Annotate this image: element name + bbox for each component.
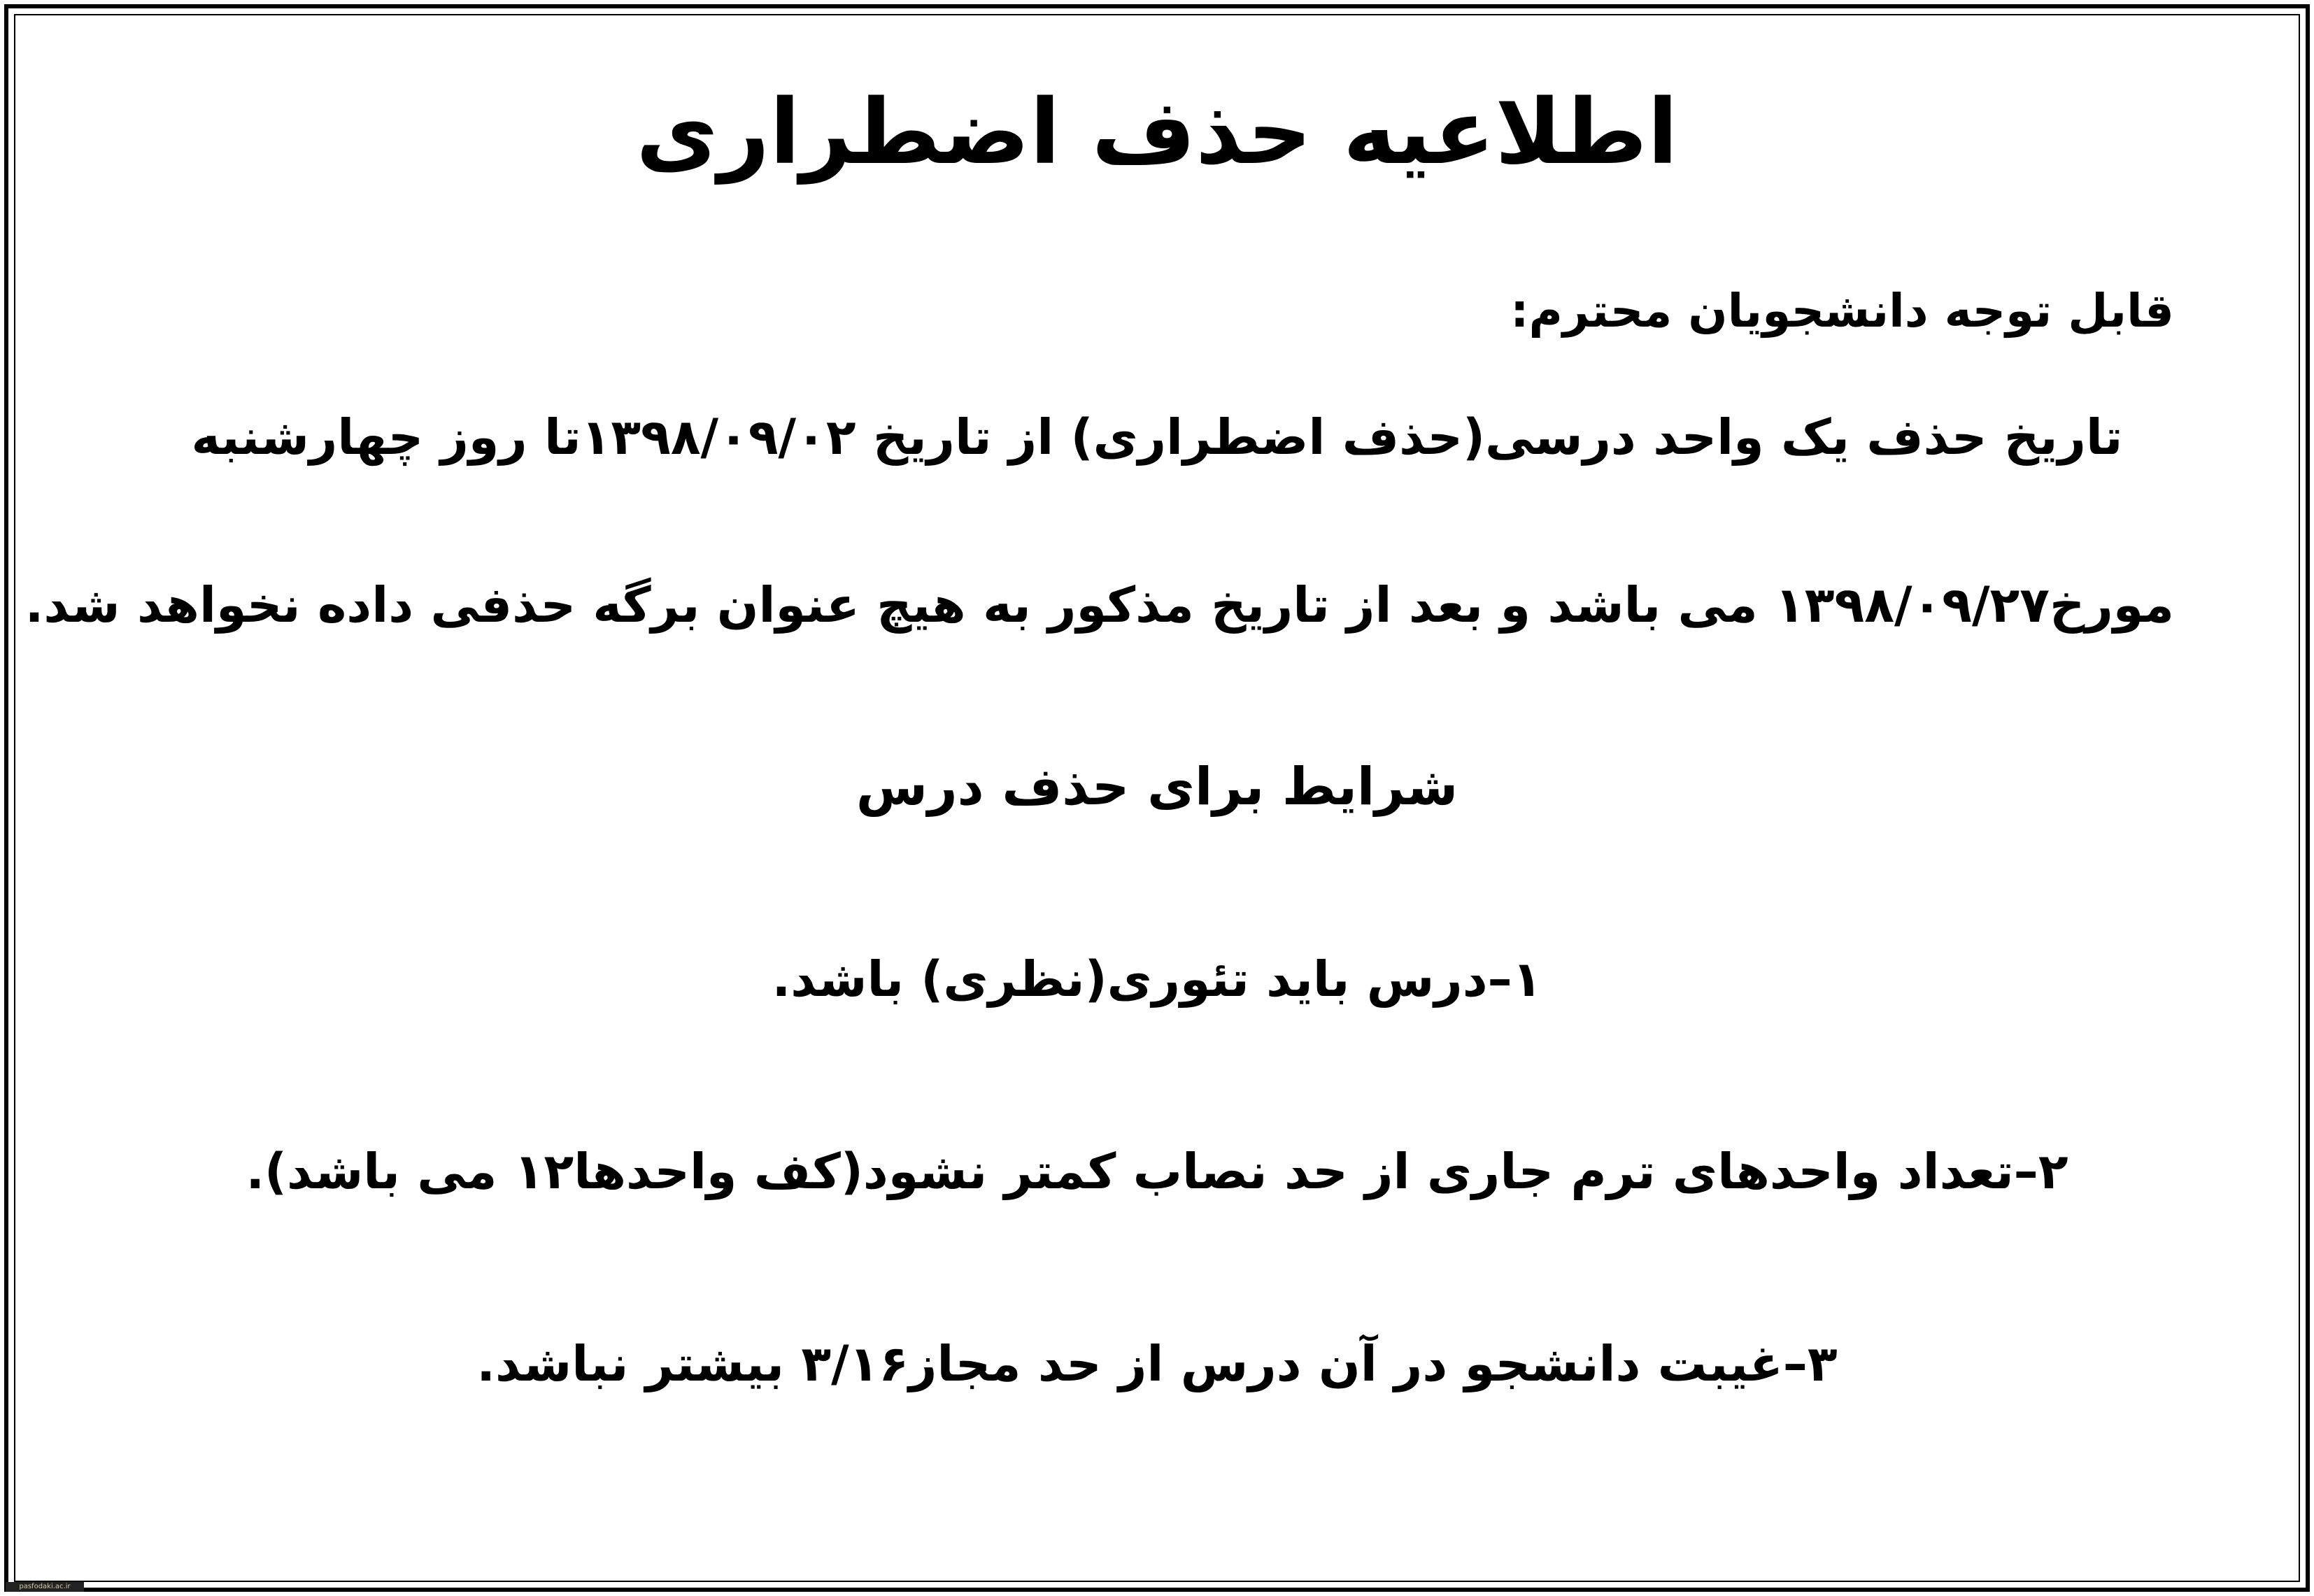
notice-title: اطلاعیه حذف اضطراری	[636, 80, 1678, 185]
condition-item-2: ۲–تعداد واحدهای ترم جاری از حد نصاب کمتر نشود(کف واحدها۱۲ می باشد).	[246, 1143, 2068, 1200]
salutation: قابل توجه دانشجویان محترم:	[1510, 284, 2174, 338]
deadline-paragraph-line-2: مورخ۱۳۹۸/۰۹/۲۷ می باشد و بعد از تاریخ مذکور به هیچ عنوان برگه حذفی داده نخواهد شد.	[24, 576, 2174, 634]
condition-item-3: ۳–غیبت دانشجو در آن درس از حد مجاز۳/۱۶ بیشتر نباشد.	[476, 1335, 1838, 1392]
condition-item-1: ۱–درس باید تئوری(نظری) باشد.	[772, 950, 1542, 1008]
conditions-heading: شرایط برای حذف درس	[856, 757, 1458, 817]
site-watermark: pasfodaki.ac.ir	[6, 1582, 84, 1592]
deadline-paragraph-line-1: تاریخ حذف یک واحد درسی(حذف اضطراری) از تاریخ ۱۳۹۸/۰۹/۰۲تا روز چهارشنبه	[191, 408, 2123, 466]
